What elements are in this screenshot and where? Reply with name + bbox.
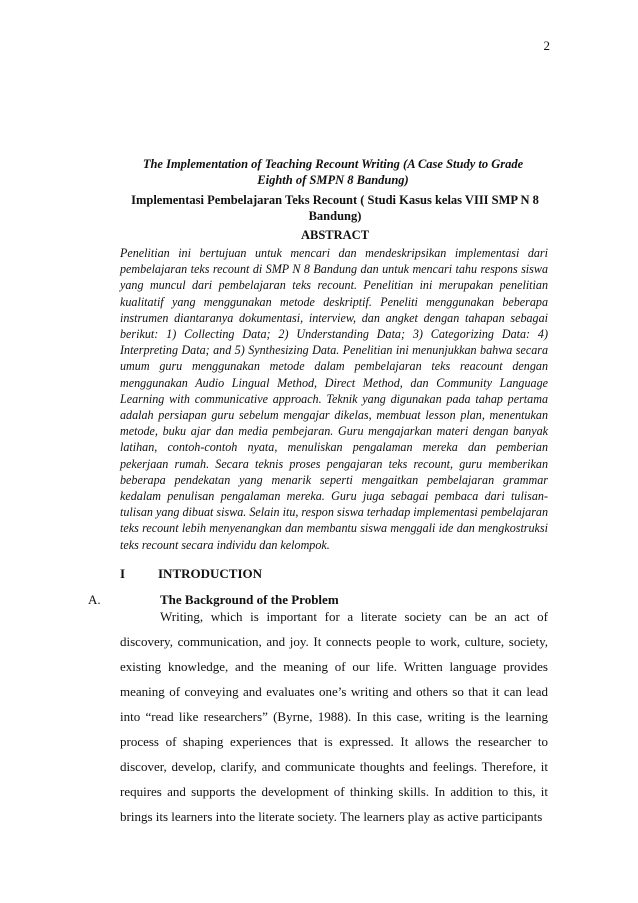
- section-letter: A.: [88, 592, 101, 607]
- paper-title-english: The Implementation of Teaching Recount Writing (A Case Study to Grade Eighth of SMPN 8 Bandung): [142, 157, 524, 187]
- chapter-number: I: [120, 566, 126, 581]
- body-paragraph: Writing, which is important for a literate society can be an act of discovery, communication, and joy. It connects people to work, culture, society, existing knowledge, and the meaning of our life. Written language provides meaning of conveying and evaluates one’s writing and others so that it can lead into “read like researchers” (Byrne, 1988). In this case, writing is the learning process of shaping experiences that is expressed. It allows the researcher to discover, develop, clarify, and communicate thoughts and feelings. Therefore, it requires and supports the development of thinking skills. In addition to this, it brings its learners into the literate society. The learners play as active participants: [120, 609, 548, 824]
- abstract-heading: ABSTRACT: [300, 228, 370, 242]
- chapter-heading: [120, 566, 262, 582]
- abstract-text: Penelitian ini bertujuan untuk mencari dan mendeskripsikan implementasi dari pembelajaran teks recount di SMP N 8 Bandung dan untuk mencari tahu respons siswa yang muncul dari pembelajaran teks recount. Penelitian ini merupakan penelitian kualitatif yang menggunakan metode deskriptif. Peneliti menggunakan beberapa instrumen diantaranya dokumentasi, interview, dan angket dengan tahapan sebagai berikut: 1) Collecting Data; 2) Understanding Data; 3) Categorizing Data: 4) Interpreting Data; and 5) Synthesizing Data. Penelitian ini menunjukkan bahwa secara umum guru menggunakan metode dalam pembelajaran teks reacount dengan menggunakan Audio Lingual Method, Direct Method, dan Community Language Learning with communicative approach. Teknik yang digunakan pada tahap pertama adalah persiapan guru sebelum mengajar dikelas, membuat lesson plan, menentukan metode, buku ajar dan media pembejaran. Guru mengajarkan materi dengan banyak latihan, contoh-contoh nyata, menuliskan pengalaman mereka dan pemberian pekerjaan rumah. Secara teknis proses pengajaran teks recount, guru memberikan beberapa pendekatan yang menarik seperti mengaitkan pembelajaran grammar kedalam penulisan pengalaman mereka. Guru juga sebagai pembaca dari tulisan-tulisan yang dibuat siswa. Selain itu, respon siswa terhadap implementasi pembelajaran teks recount lebih menyenangkan dan membantu siswa menggali ide dan mengkostruksi teks recount secara individu dan kelompok.: [120, 246, 548, 552]
- chapter-title: INTRODUCTION: [158, 566, 263, 581]
- section-title: The Background of the Problem: [160, 592, 339, 607]
- page-number: 2: [543, 38, 550, 53]
- paper-title-indonesian: Implementasi Pembelajaran Teks Recount ( Studi Kasus kelas VIII SMP N 8 Bandung): [131, 193, 539, 223]
